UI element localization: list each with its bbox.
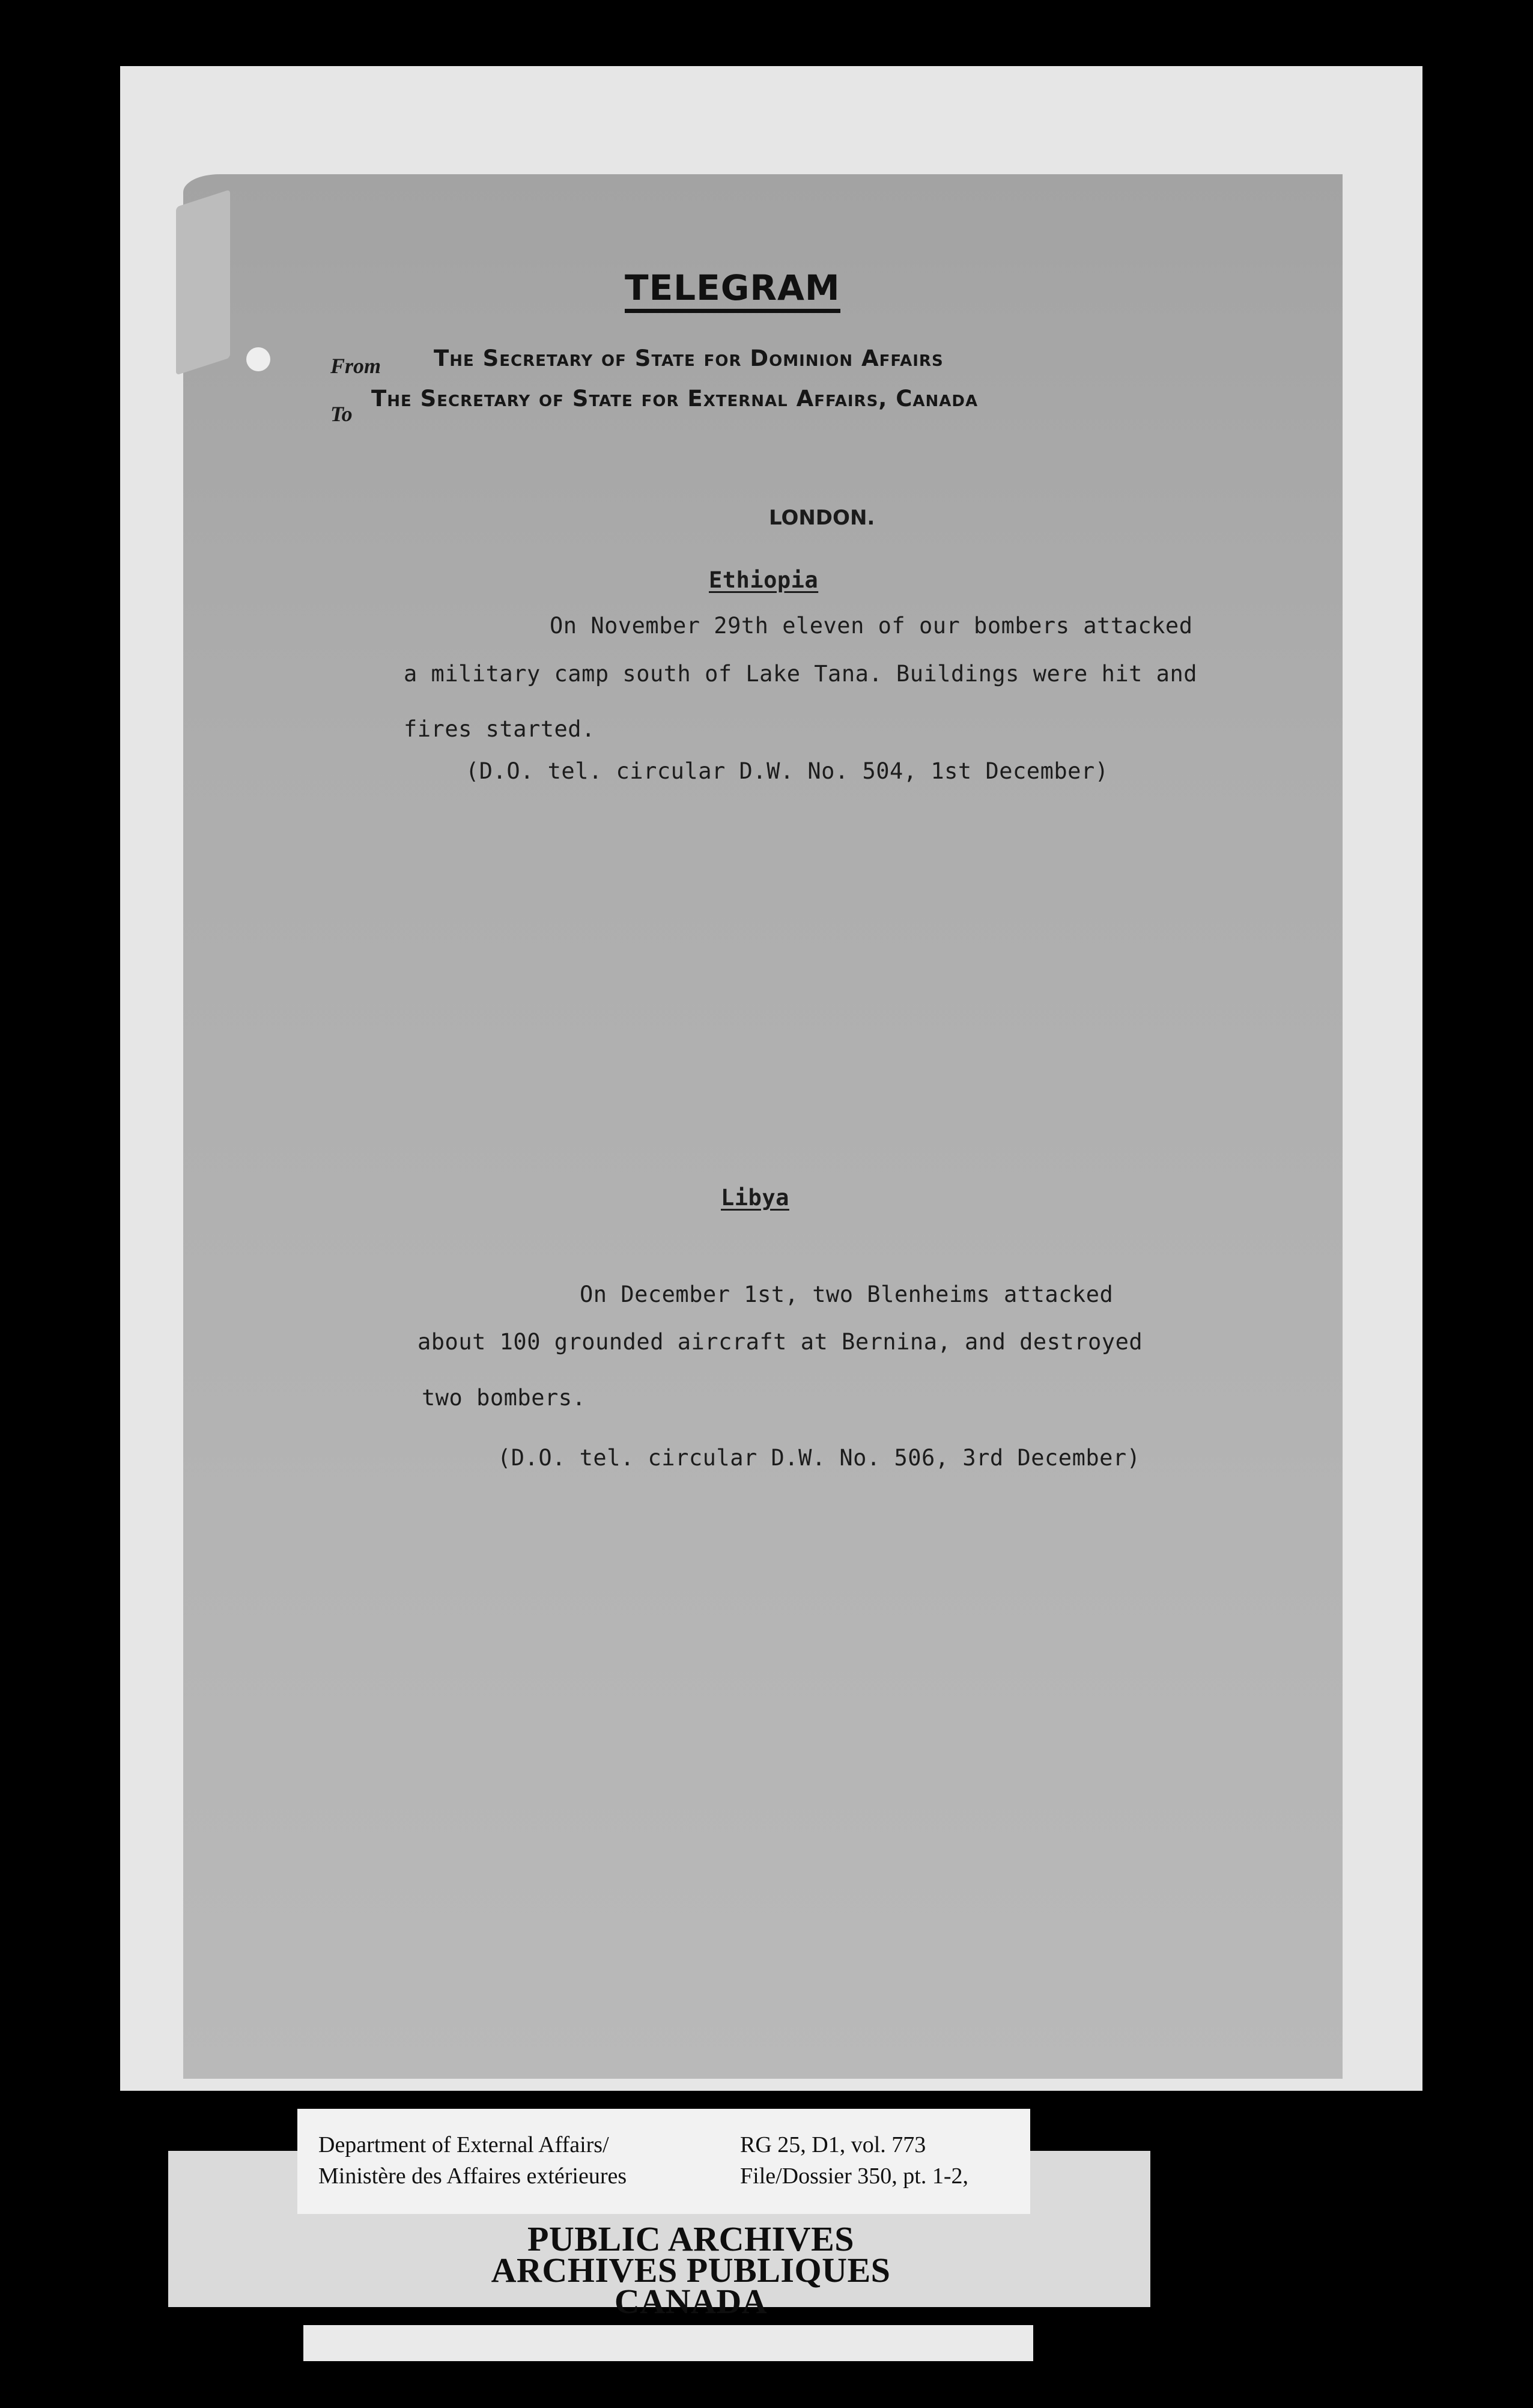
body-line: fires started. [404,716,595,742]
file-number: File/Dossier 350, pt. 1-2, [740,2163,968,2189]
archives-line-fr: ARCHIVES PUBLIQUES [491,2251,891,2290]
telegram-sheet [183,174,1343,2079]
archives-line-country: CANADA [614,2282,768,2321]
to-value: The Secretary of State for External Affairs, Canada [371,386,979,412]
archives-line-en: PUBLIC ARCHIVES [527,2219,855,2258]
reference-line: (D.O. tel. circular D.W. No. 504, 1st December) [466,758,1109,784]
from-label: From [330,354,381,378]
archive-strip [303,2325,1033,2361]
body-line: two bombers. [422,1385,586,1411]
record-group: RG 25, D1, vol. 773 [740,2132,926,2157]
department-en: Department of External Affairs/ [318,2132,609,2157]
from-value: The Secretary of State for Dominion Affairs [434,345,944,371]
section-heading-ethiopia: Ethiopia [709,567,819,593]
body-line: On November 29th eleven of our bombers attacked [550,613,1193,639]
to-label: To [330,402,353,426]
archive-reference-card [297,2109,1030,2214]
city-line: LONDON. [769,506,875,530]
section-heading-libya: Libya [721,1185,789,1211]
body-line: On December 1st, two Blenheims attacked [580,1282,1114,1307]
department-fr: Ministère des Affaires extérieures [318,2163,627,2189]
reference-line: (D.O. tel. circular D.W. No. 506, 3rd December) [497,1445,1141,1471]
telegram-title: TELEGRAM [625,269,840,313]
body-line: a military camp south of Lake Tana. Buildings were hit and [404,661,1198,687]
punch-hole [246,347,270,371]
body-line: about 100 grounded aircraft at Bernina, and destroyed [417,1329,1143,1355]
